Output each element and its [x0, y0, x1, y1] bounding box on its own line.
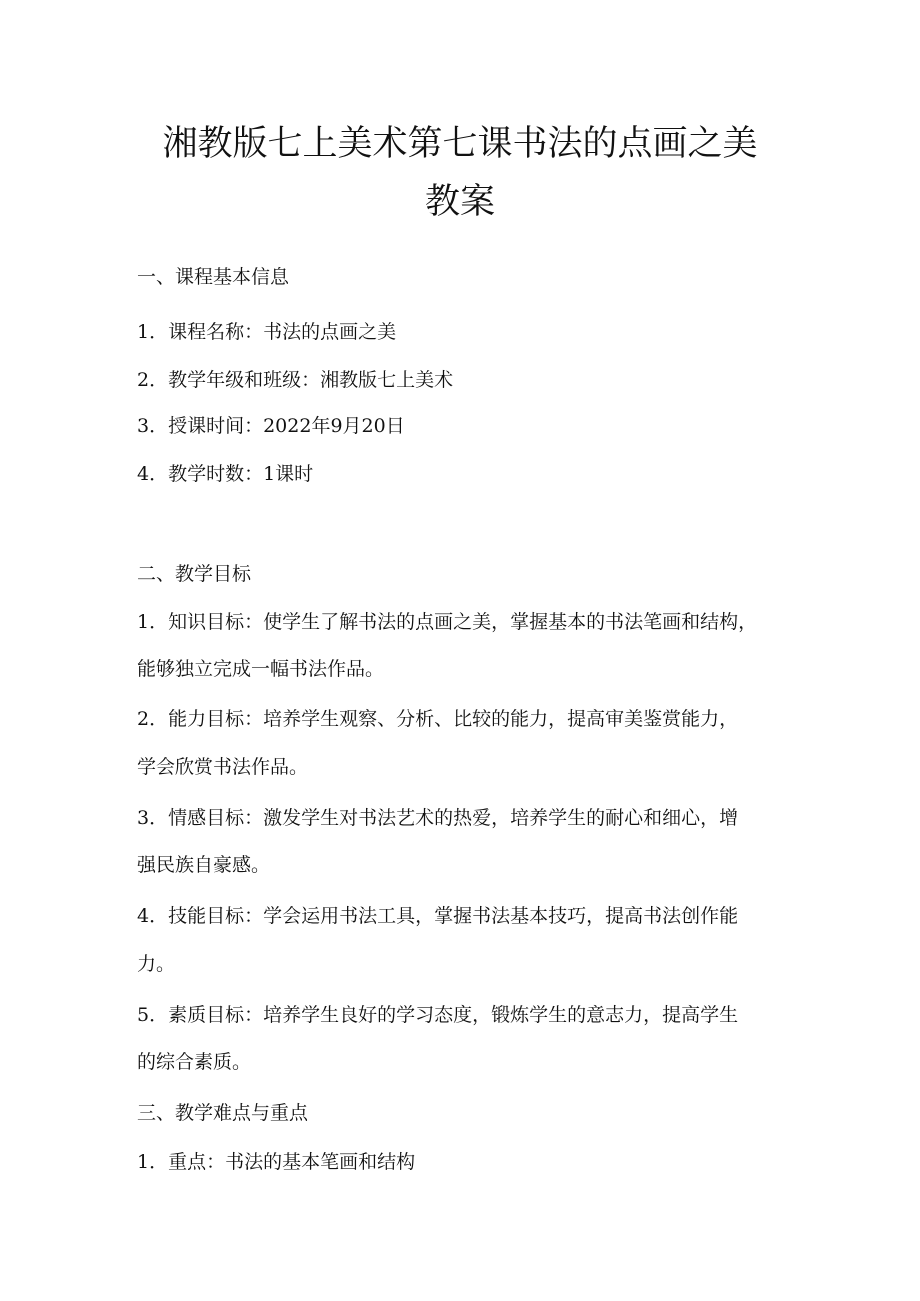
list-item-continuation: 的综合素质。	[137, 1051, 252, 1073]
list-item: 4．教学时数：1课时	[137, 463, 314, 485]
list-item-continuation: 力。	[137, 953, 176, 975]
list-item-continuation: 能够独立完成一幅书法作品。	[137, 658, 385, 680]
list-item: 1．知识目标：使学生了解书法的点画之美，掌握基本的书法笔画和结构，	[137, 611, 758, 633]
list-item: 2．能力目标：培养学生观察、分析、比较的能力，提高审美鉴赏能力，	[137, 708, 739, 730]
section-heading-key-points: 三、教学难点与重点	[137, 1102, 309, 1124]
list-item: 5．素质目标：培养学生良好的学习态度，锻炼学生的意志力，提高学生	[137, 1004, 739, 1026]
list-item: 3．情感目标：激发学生对书法艺术的热爱，培养学生的耐心和细心，增	[137, 807, 739, 829]
list-item-continuation: 强民族自豪感。	[137, 854, 271, 876]
list-item: 1．课程名称：书法的点画之美	[137, 321, 397, 343]
list-item: 1．重点：书法的基本笔画和结构	[137, 1151, 416, 1173]
list-item: 3．授课时间：2022年9月20日	[137, 415, 405, 437]
section-heading-basic-info: 一、课程基本信息	[137, 266, 290, 288]
list-item-continuation: 学会欣赏书法作品。	[137, 756, 309, 778]
document-title-line2: 教案	[424, 182, 495, 222]
section-heading-objectives: 二、教学目标	[137, 563, 252, 585]
list-item: 4．技能目标：学会运用书法工具，掌握书法基本技巧，提高书法创作能	[137, 905, 739, 927]
document-title-line1: 湘教版七上美术第七课书法的点画之美	[162, 124, 758, 164]
list-item: 2．教学年级和班级：湘教版七上美术	[137, 369, 454, 391]
